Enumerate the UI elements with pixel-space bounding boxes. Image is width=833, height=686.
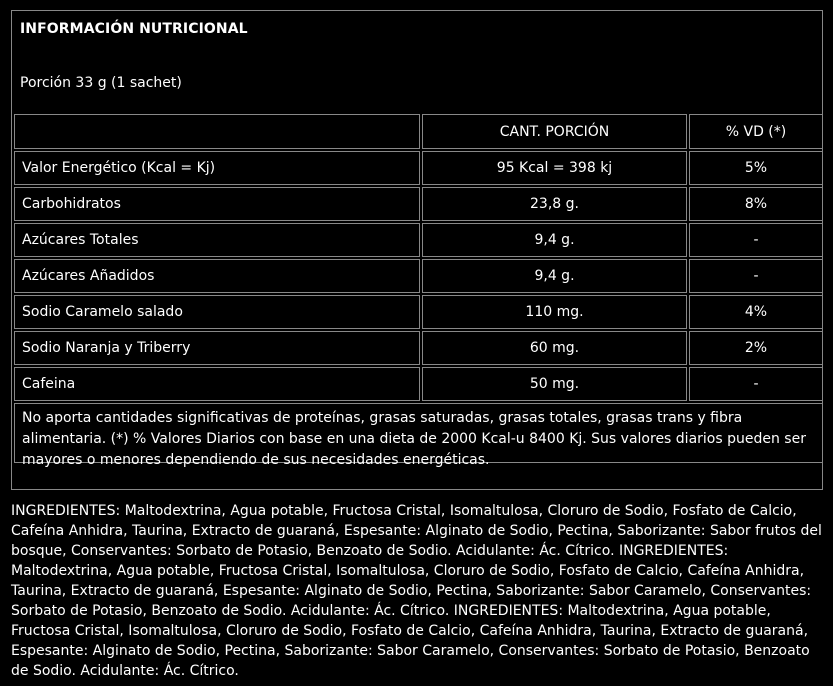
- row-label: Sodio Caramelo salado: [14, 295, 420, 329]
- row-vd: 8%: [689, 187, 823, 221]
- row-vd: 5%: [689, 151, 823, 185]
- ingredients-text: INGREDIENTES: Maltodextrina, Agua potable, Fructosa Cristal, Isomaltulosa, Cloruro de Sodio, Fosfato de Calcio, Cafeína Anhidra, Taurina, Extracto de guaraná, Espesante: Alginato de Sodio, Pectina, Saborizante: Sabor frutos del bosque, Conservantes: Sorbato de Potasio, Benzoato de Sodio. Acidulante: Ác. Cítrico. INGREDIENTES: Maltodextrina, Agua potable, Fructosa Cristal, Isomaltulosa, Cloruro de Sodio, Fosfato de Calcio, Cafeína Anhidra, Taurina, Extracto de guaraná, Espesante: Alginato de Sodio, Pectina, Saborizante: Sabor Caramelo, Conservantes: Sorbato de Potasio, Benzoato de Sodio. Acidulante: Ác. Cítrico. INGREDIENTES: Maltodextrina, Agua potable, Fructosa Cristal, Isomaltulosa, Cloruro de Sodio, Fosfato de Calcio, Cafeína Anhidra, Taurina, Extracto de guaraná, Espesante: Alginato de Sodio, Pectina, Saborizante: Sabor Caramelo, Conservantes: Sorbato de Potasio, Benzoato de Sodio. Acidulante: Ác. Cítrico.: [11, 503, 822, 679]
- row-amount: 110 mg.: [422, 295, 687, 329]
- row-label: Azúcares Añadidos: [14, 259, 420, 293]
- row-label: Carbohidratos: [14, 187, 420, 221]
- row-amount: 9,4 g.: [422, 259, 687, 293]
- header-cell-empty: [14, 114, 420, 149]
- row-label: Valor Energético (Kcal = Kj): [14, 151, 420, 185]
- row-vd: -: [689, 259, 823, 293]
- header-cell-amount: CANT. PORCIÓN: [422, 114, 687, 149]
- row-amount: 23,8 g.: [422, 187, 687, 221]
- row-vd: 2%: [689, 331, 823, 365]
- row-label: Sodio Naranja y Triberry: [14, 331, 420, 365]
- nutrition-title: INFORMACIÓN NUTRICIONAL: [20, 21, 248, 37]
- table-footnote: No aporta cantidades significativas de proteínas, grasas saturadas, grasas totales, grasas trans y fibra alimentaria. (*) % Valores Diarios con base en una dieta de 2000 Kcal-u 8400 Kj. Sus valores diarios pueden ser mayores o menores dependiendo de sus necesidades energéticas.: [14, 403, 823, 463]
- row-label: Azúcares Totales: [14, 223, 420, 257]
- row-label: Cafeina: [14, 367, 420, 401]
- row-vd: -: [689, 223, 823, 257]
- row-amount: 50 mg.: [422, 367, 687, 401]
- row-amount: 95 Kcal = 398 kj: [422, 151, 687, 185]
- header-cell-vd: % VD (*): [689, 114, 823, 149]
- row-vd: 4%: [689, 295, 823, 329]
- row-amount: 9,4 g.: [422, 223, 687, 257]
- portion-size: Porción 33 g (1 sachet): [20, 75, 182, 91]
- row-vd: -: [689, 367, 823, 401]
- row-amount: 60 mg.: [422, 331, 687, 365]
